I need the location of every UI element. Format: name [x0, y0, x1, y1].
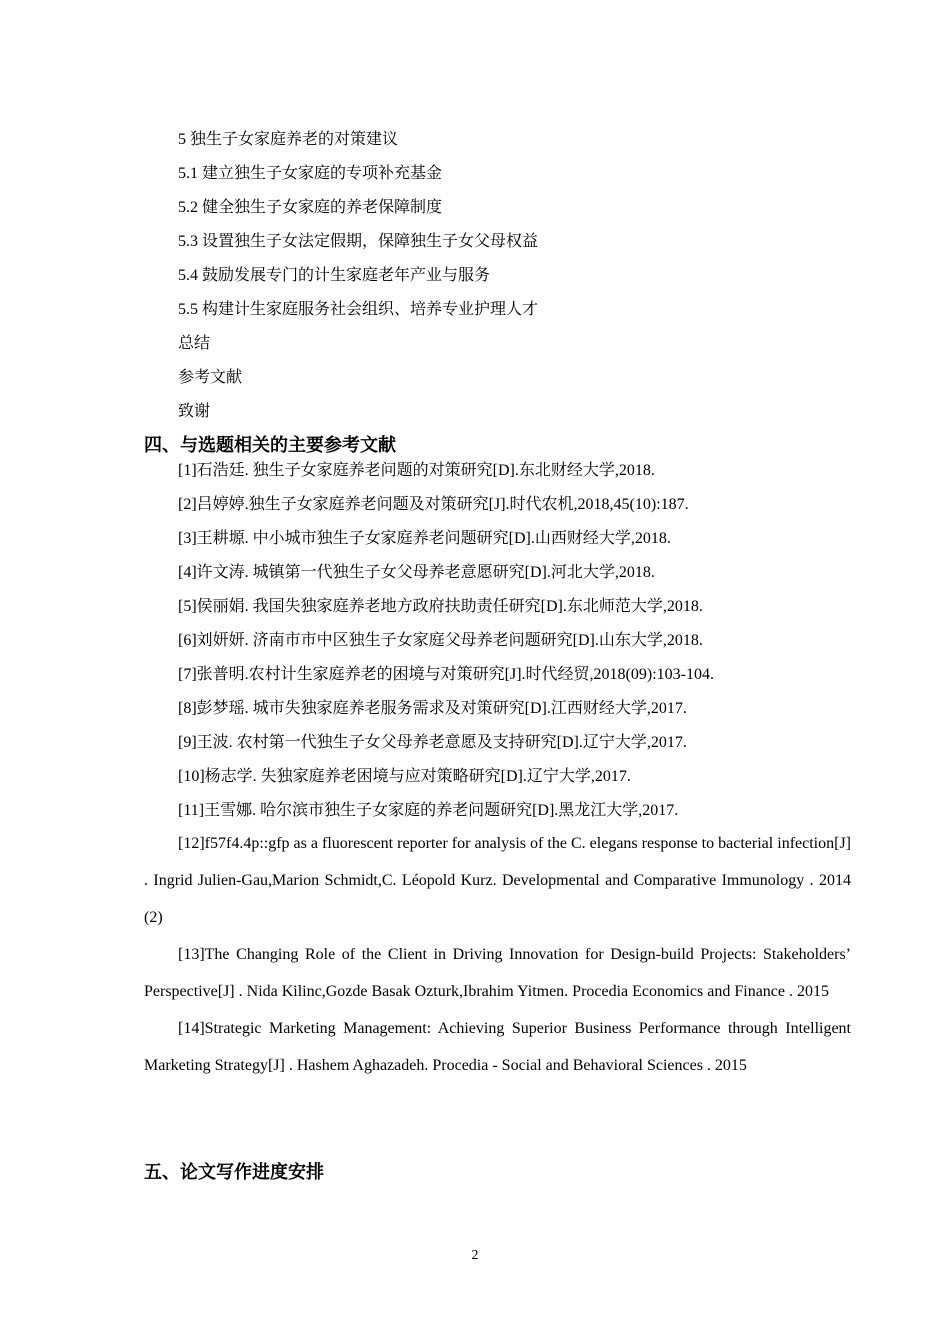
reference-item: [14]Strategic Marketing Management: Achieving Superior Business Performance through Intelligent Marketing Strategy[J] . Hashem Aghazadeh. Procedia - Social and Behavioral Sciences . 2015	[144, 1020, 851, 1074]
toc-item: 致谢	[178, 403, 211, 420]
toc-item: 参考文献	[178, 369, 243, 386]
toc-item: 5.3 设置独生子女法定假期，保障独生子女父母权益	[178, 233, 539, 250]
reference-item: [10]杨志学. 失独家庭养老困境与应对策略研究[D].辽宁大学,2017.	[178, 768, 631, 785]
section-heading-references: 四、与选题相关的主要参考文献	[144, 435, 396, 455]
reference-block-long	[144, 825, 851, 1084]
section-heading-schedule: 五、论文写作进度安排	[144, 1162, 324, 1182]
page-number: 2	[471, 1248, 479, 1263]
toc-item: 总结	[178, 335, 211, 352]
toc-item: 5 独生子女家庭养老的对策建议	[178, 131, 399, 148]
reference-item: [6]刘妍妍. 济南市市中区独生子女家庭父母养老问题研究[D].山东大学,2018.	[178, 632, 703, 649]
reference-item: [9]王波. 农村第一代独生子女父母养老意愿及支持研究[D].辽宁大学,2017.	[178, 734, 687, 751]
reference-item: [5]侯丽娟. 我国失独家庭养老地方政府扶助责任研究[D].东北师范大学,2018.	[178, 598, 703, 615]
reference-item: [13]The Changing Role of the Client in Driving Innovation for Design-build Projects: Stakeholders’ Perspective[J] . Nida Kilinc,Gozde Basak Ozturk,Ibrahim Yitmen. Procedia Economics and Finance . 2015	[144, 946, 851, 1000]
reference-item: [7]张普明.农村计生家庭养老的困境与对策研究[J].时代经贸,2018(09):103-104.	[178, 666, 714, 683]
reference-item: [3]王耕塬. 中小城市独生子女家庭养老问题研究[D].山西财经大学,2018.	[178, 530, 671, 547]
reference-item: [11]王雪娜. 哈尔滨市独生子女家庭的养老问题研究[D].黑龙江大学,2017.	[178, 802, 679, 819]
toc-item: 5.2 健全独生子女家庭的养老保障制度	[178, 199, 443, 216]
reference-item: [12]f57f4.4p::gfp as a fluorescent reporter for analysis of the C. elegans response to bacterial infection[J] . Ingrid Julien-Gau,Marion Schmidt,C. Léopold Kurz. Developmental and Comparative Immunology . 2014 (2)	[144, 835, 851, 926]
reference-item: [2]吕婷婷.独生子女家庭养老问题及对策研究[J].时代农机,2018,45(10):187.	[178, 496, 689, 513]
toc-item: 5.4 鼓励发展专门的计生家庭老年产业与服务	[178, 267, 491, 284]
toc-item: 5.1 建立独生子女家庭的专项补充基金	[178, 165, 443, 182]
toc-item: 5.5 构建计生家庭服务社会组织、培养专业护理人才	[178, 301, 539, 318]
reference-item: [4]许文涛. 城镇第一代独生子女父母养老意愿研究[D].河北大学,2018.	[178, 564, 655, 581]
reference-item: [8]彭梦瑶. 城市失独家庭养老服务需求及对策研究[D].江西财经大学,2017.	[178, 700, 687, 717]
reference-item: [1]石浩廷. 独生子女家庭养老问题的对策研究[D].东北财经大学,2018.	[178, 462, 655, 479]
